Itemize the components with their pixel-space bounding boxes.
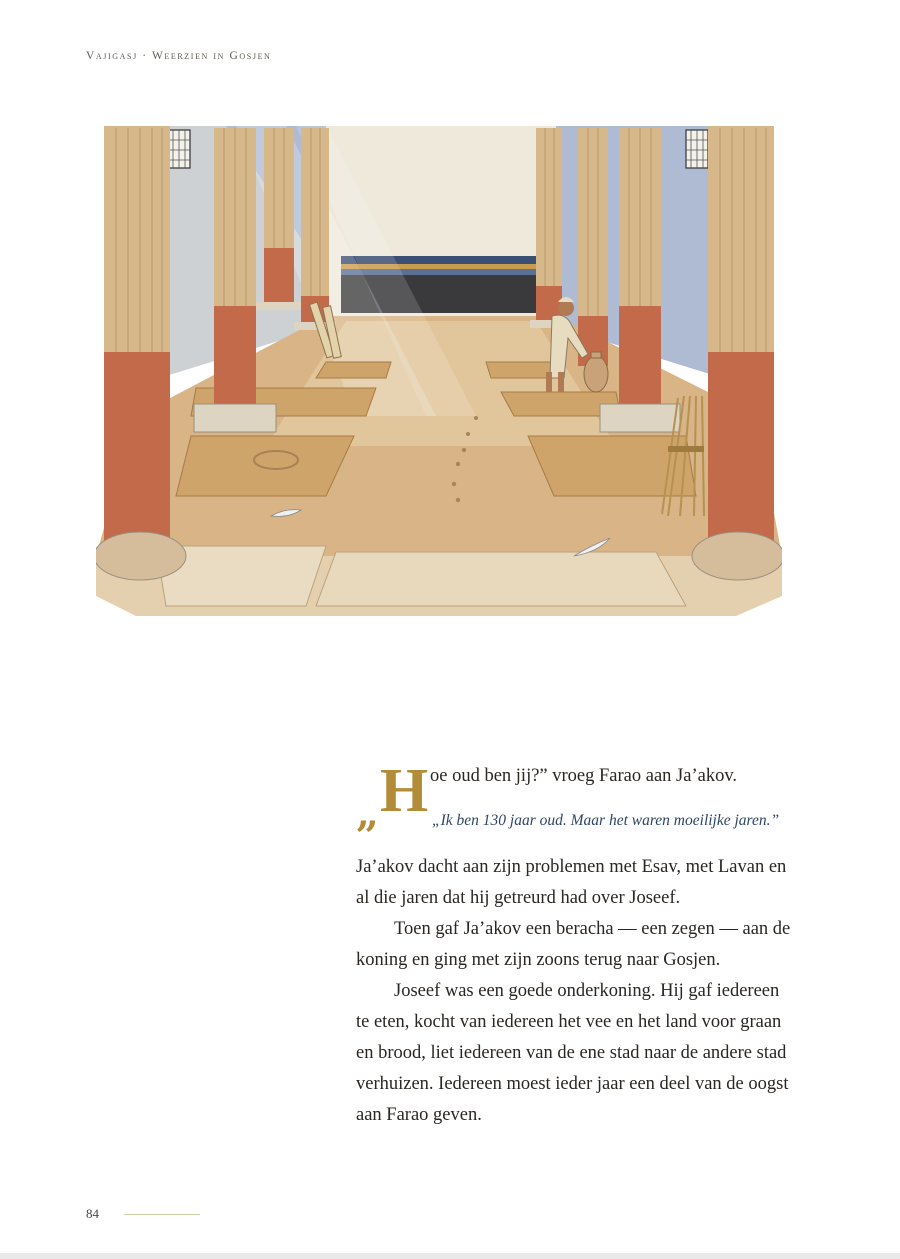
jaakov-reply: „Ik ben 130 jaar oud. Maar het waren moeilijke jaren.”: [432, 812, 780, 829]
page-edge: [0, 1253, 900, 1259]
paragraph: Ja’akov dacht aan zijn problemen met Esav, met Lavan en al die jaren dat hij getreurd had over Joseef.: [356, 857, 787, 908]
body-text: [356, 852, 796, 1131]
drop-cap: H: [380, 757, 429, 825]
paragraph: Toen gaf Ja’akov een beracha — een zegen — aan de koning en ging met zijn zoons terug naar Gosjen.: [356, 919, 791, 970]
running-head: Vajigasj · Weerzien in Gosjen: [86, 50, 272, 62]
opening-quote: „: [356, 790, 380, 837]
page-number: 84: [86, 1206, 99, 1221]
paragraph: Joseef was een goede onderkoning. Hij gaf iedereen te eten, kocht van iedereen het vee en het land voor graan en brood, liet iedereen van de ene stad naar de andere stad verhuizen. Iedereen moest ieder jaar een deel van de oogst aan Farao geven.: [356, 981, 789, 1125]
pharaoh-question: oe oud ben jij?” vroeg Farao aan Ja’akov.: [430, 766, 738, 786]
egyptian-palace-hall-illustration: [96, 116, 782, 626]
folio-rule: [124, 1214, 200, 1215]
dialogue-block: [356, 757, 796, 850]
